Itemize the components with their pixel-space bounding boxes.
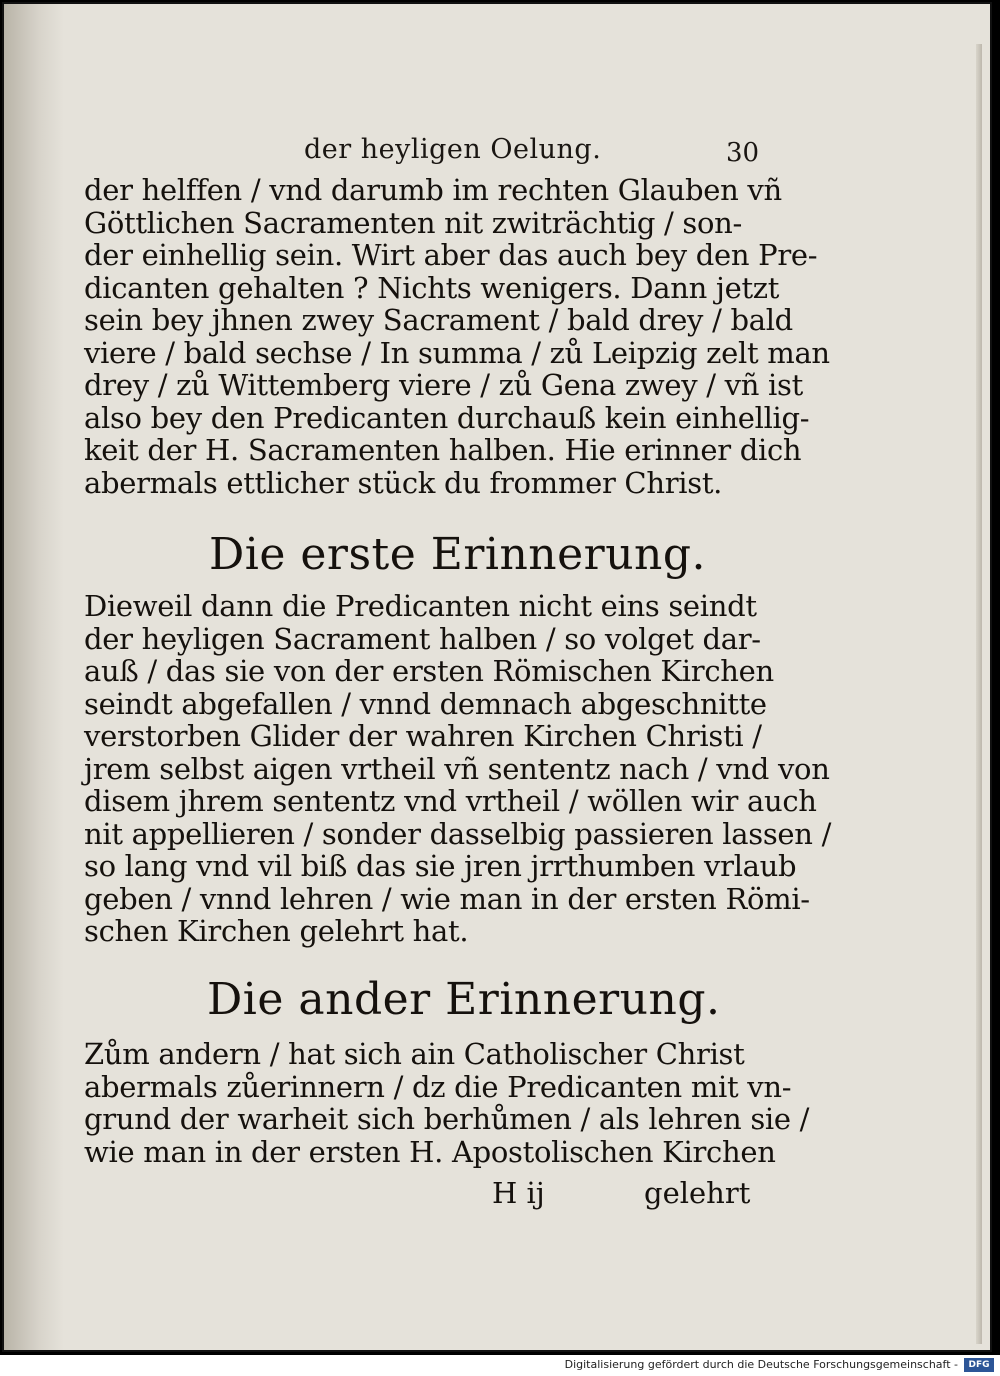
text-line: Dieweil dann die Predicanten nicht eins seindt	[84, 589, 757, 623]
footer-bar	[0, 1355, 1000, 1376]
text-line: Göttlichen Sacramenten nit zwiträchtig / son-	[84, 205, 743, 240]
text-line: der heyligen Sacrament halben / so volget dar-	[84, 621, 761, 656]
text-line: keit der H. Sacramenten halben. Hie erinner dich	[84, 433, 802, 467]
text-line: jrem selbst aigen vrtheil vñ sententz nach / vnd von	[84, 751, 830, 786]
text-line: auß / das sie von der ersten Römischen Kirchen	[84, 654, 774, 688]
section-1-paragraph	[84, 589, 832, 948]
signature-mark: H ij	[492, 1176, 545, 1210]
page-gutter-shadow	[4, 4, 64, 1350]
text-line: geben / vnnd lehren / wie man in der ersten Römi-	[84, 881, 810, 916]
section-heading-first: Die erste Erinnerung.	[209, 529, 707, 580]
text-line: sein bey jhnen zwey Sacrament / bald drey / bald	[84, 303, 793, 337]
intro-paragraph	[84, 173, 830, 500]
text-line: Zům andern / hat sich ain Catholischer Christ	[84, 1037, 745, 1071]
text-line: seindt abgefallen / vnnd demnach abgeschnitte	[84, 686, 767, 721]
book-page	[2, 2, 992, 1352]
section-heading-second: Die ander Erinnerung.	[207, 974, 721, 1025]
catchword: gelehrt	[644, 1176, 751, 1210]
text-line: wie man in der ersten H. Apostolischen Kirchen	[84, 1134, 776, 1169]
text-line: der helffen / vnd darumb im rechten Glauben vñ	[84, 173, 782, 207]
section-2-paragraph	[84, 1037, 810, 1169]
text-line: so lang vnd vil biß das sie jren jrrthumben vrlaub	[84, 849, 797, 883]
funding-credit: Digitalisierung gefördert durch die Deutsche Forschungsgemeinschaft -	[564, 1358, 958, 1371]
page-edge	[976, 44, 982, 1344]
text-line: drey / zů Wittemberg viere / zů Gena zwey / vñ ist	[84, 368, 803, 402]
text-line: viere / bald sechse / In summa / zů Leipzig zelt man	[84, 335, 830, 370]
text-line: nit appellieren / sonder dasselbig passieren lassen /	[84, 816, 832, 851]
text-line: dicanten gehalten ? Nichts wenigers. Dann jetzt	[84, 270, 780, 305]
text-line: der einhellig sein. Wirt aber das auch bey den Pre-	[84, 238, 818, 272]
text-line: grund der warheit sich berhůmen / als lehren sie /	[84, 1102, 810, 1136]
text-line: disem jhrem sententz vnd vrtheil / wöllen wir auch	[84, 784, 817, 818]
text-line: abermals ettlicher stück du frommer Christ.	[84, 465, 723, 500]
text-line: also bey den Predicanten durchauß kein einhellig-	[84, 400, 810, 435]
running-head: der heyligen Oelung.	[304, 134, 602, 165]
page-number: 30	[726, 138, 760, 168]
text-line: abermals zůerinnern / dz die Predicanten mit vn-	[84, 1069, 792, 1104]
dfg-logo-icon: DFG	[964, 1358, 994, 1372]
text-line: verstorben Glider der wahren Kirchen Christi /	[84, 719, 762, 753]
text-line: schen Kirchen gelehrt hat.	[84, 914, 469, 948]
